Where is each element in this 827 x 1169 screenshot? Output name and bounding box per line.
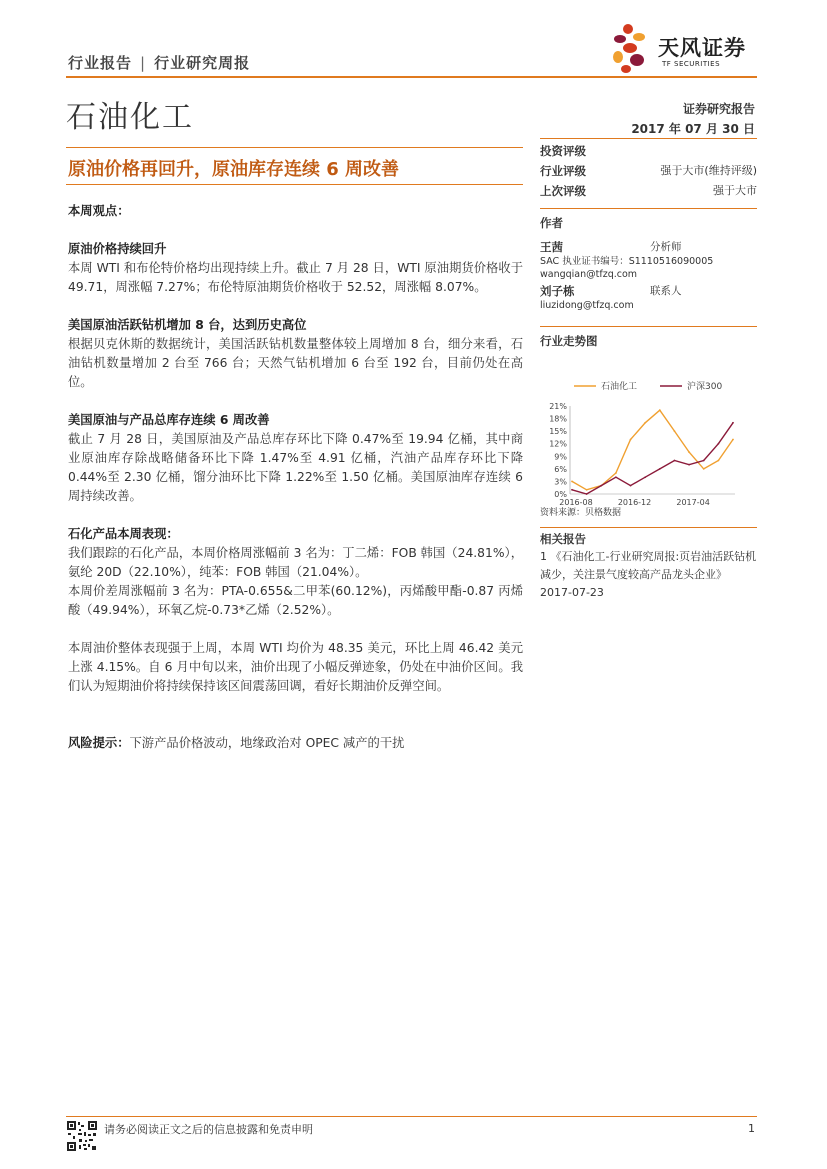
prev-rating-value: 强于大市 (713, 184, 757, 197)
y-tick-label: 15% (549, 427, 567, 437)
author-2-role: 联系人 (650, 285, 682, 297)
prev-rating-row (540, 181, 757, 201)
prev-rating-label: 上次评级 (540, 184, 586, 198)
y-tick-label: 9% (554, 452, 567, 462)
breadcrumb-category: 行业报告 (68, 54, 133, 72)
series-point (717, 443, 719, 445)
series-point (674, 430, 676, 432)
author-1 (540, 239, 757, 281)
y-tick-label: 0% (554, 490, 567, 499)
disclaimer-text: 请务必阅读正文之后的信息披露和免责申明 (104, 1123, 313, 1136)
industry-rating-label: 行业评级 (540, 164, 586, 178)
footer-divider (66, 1116, 757, 1117)
chart-source: 资料来源：贝格数据 (540, 508, 622, 518)
section-heading-products: 石化产品本周表现： (68, 527, 179, 541)
section-text-spreads: 本周价差周涨幅前 3 名为：PTA-0.655&二甲苯(60.12%)，丙烯酸甲酯-0.87 丙烯酸（49.94%），环氧乙烷-0.73*乙烯（2.52%）。 (68, 584, 523, 617)
author-2-email[interactable]: liuzidong@tfzq.com (540, 300, 634, 311)
series-point (600, 485, 602, 487)
series-point (644, 422, 646, 424)
risk-text: 下游产品价格波动，地缘政治对 OPEC 减产的干扰 (129, 736, 405, 750)
author-heading: 作者 (540, 216, 563, 230)
y-tick-label: 12% (549, 439, 567, 449)
y-tick-label: 18% (549, 414, 567, 424)
view-heading: 本周观点： (68, 204, 130, 218)
series-point (732, 439, 734, 441)
legend-label: 沪深300 (687, 382, 723, 392)
industry-rating-value: 强于大市(维持评级) (660, 164, 757, 177)
series-point (615, 472, 617, 474)
author-1-email[interactable]: wangqian@tfzq.com (540, 269, 638, 280)
section-text-oil-price: 本周 WTI 和布伦特价格均出现持续上升。截止 7 月 28 日，WTI 原油期货价格收于 49.71，周涨幅 7.27%；布伦特原油期货价格收于 52.52，周涨幅 8.07%。 (68, 261, 523, 294)
title-divider-top (66, 147, 523, 148)
series-point (703, 460, 705, 462)
risk-warning (68, 734, 523, 753)
rating-heading: 投资评级 (540, 144, 586, 158)
rating-block (540, 138, 757, 201)
x-tick-label: 2017-04 (676, 498, 710, 507)
related-block (540, 527, 757, 602)
author-divider (540, 208, 757, 209)
section-text-products: 我们跟踪的石化产品，本周价格周涨幅前 3 名为：丁二烯：FOB 韩国（24.81%），氨纶 20D（22.10%），纯苯：FOB 韩国（21.04%）。 (68, 546, 523, 579)
series-point (674, 460, 676, 462)
series-point (571, 481, 573, 483)
breadcrumb-subcategory: 行业研究周报 (154, 54, 251, 72)
page-number: 1 (748, 1122, 755, 1135)
series-point (703, 468, 705, 470)
industry-trend-chart (540, 351, 757, 507)
breadcrumb (68, 52, 250, 73)
legend-label: 石油化工 (601, 382, 638, 392)
series-point (630, 485, 632, 487)
industry-title: 石油化工 (66, 100, 194, 135)
risk-label: 风险提示： (68, 736, 130, 750)
y-tick-label: 3% (554, 477, 567, 487)
chart-block (540, 326, 757, 518)
series-point (659, 468, 661, 470)
y-tick-label: 6% (554, 464, 567, 474)
series-point (630, 439, 632, 441)
author-block (540, 208, 757, 312)
breadcrumb-separator: | (140, 54, 147, 72)
author-2 (540, 283, 757, 312)
x-tick-label: 2016-08 (559, 498, 593, 507)
report-title: 原油价格再回升，原油库存连续 6 周改善 (68, 159, 400, 180)
series-line (572, 410, 733, 490)
series-point (644, 476, 646, 478)
related-divider (540, 527, 757, 528)
author-2-name: 刘子栋 (540, 284, 575, 298)
series-point (659, 409, 661, 411)
company-name: 天风证券 (658, 36, 746, 60)
author-1-cert: SAC 执业证书编号：S1110516090005 (540, 256, 714, 267)
tf-logo-icon (610, 22, 656, 74)
series-point (688, 464, 690, 466)
section-heading-inventory: 美国原油与产品总库存连续 6 周改善 (68, 413, 270, 427)
author-1-role: 分析师 (650, 241, 682, 253)
section-heading-rig-count: 美国原油活跃钻机增加 8 台，达到历史高位 (68, 318, 307, 332)
author-1-name: 王茜 (540, 240, 563, 254)
qr-code-icon (66, 1120, 98, 1152)
section-text-inventory: 截止 7 月 28 日，美国原油及产品总库存环比下降 0.47%至 19.94 亿桶，其中商业原油库存除战略储备环比下降 1.47%至 4.91 亿桶，汽油产品库存环比下降 0.44%至 2.30 亿桶，馏分油环比下降 1.22%至 1.50 亿桶。美国原油库存连续 6 周持续改善。 (68, 432, 523, 503)
rating-divider (540, 138, 757, 139)
chart-heading: 行业走势图 (540, 334, 598, 348)
series-point (688, 451, 690, 453)
report-type: 证券研究报告 (682, 102, 755, 116)
series-point (586, 493, 588, 495)
related-heading: 相关报告 (540, 532, 586, 546)
company-logo (610, 22, 760, 74)
x-tick-label: 2016-12 (617, 498, 652, 507)
section-text-summary: 本周油价整体表现强于上周，本周 WTI 均价为 48.35 美元，环比上周 46.42 美元上涨 4.15%。自 6 月中旬以来，油价出现了小幅反弹迹象，仍处在中油价区间。我们认为短期油价将持续保持该区间震荡回调，看好长期油价反弹空间。 (68, 641, 523, 693)
series-point (615, 476, 617, 478)
header-divider (66, 76, 757, 78)
section-text-rig-count: 根据贝克休斯的数据统计，美国活跃钻机数量整体较上周增加 8 台，细分来看，石油钻机数量增加 2 台至 766 台；天然气钻机增加 6 台至 192 台，目前仍处在高位。 (68, 337, 523, 389)
series-point (717, 460, 719, 462)
main-content (68, 202, 523, 753)
section-heading-oil-price: 原油价格持续回升 (68, 242, 167, 256)
industry-rating-row (540, 161, 757, 181)
title-divider-bottom (66, 184, 523, 185)
company-name-en: TF SECURITIES (662, 60, 721, 68)
related-report-item[interactable]: 1 《石油化工-行业研究周报:页岩油活跃钻机减少，关注景气度较高产品龙头企业》 2017-07-23 (540, 550, 757, 599)
series-point (586, 489, 588, 491)
series-point (571, 489, 573, 491)
chart-divider (540, 326, 757, 327)
series-line (572, 423, 733, 494)
report-date: 2017 年 07 月 30 日 (631, 122, 755, 136)
series-point (732, 422, 734, 424)
y-tick-label: 21% (549, 402, 567, 411)
